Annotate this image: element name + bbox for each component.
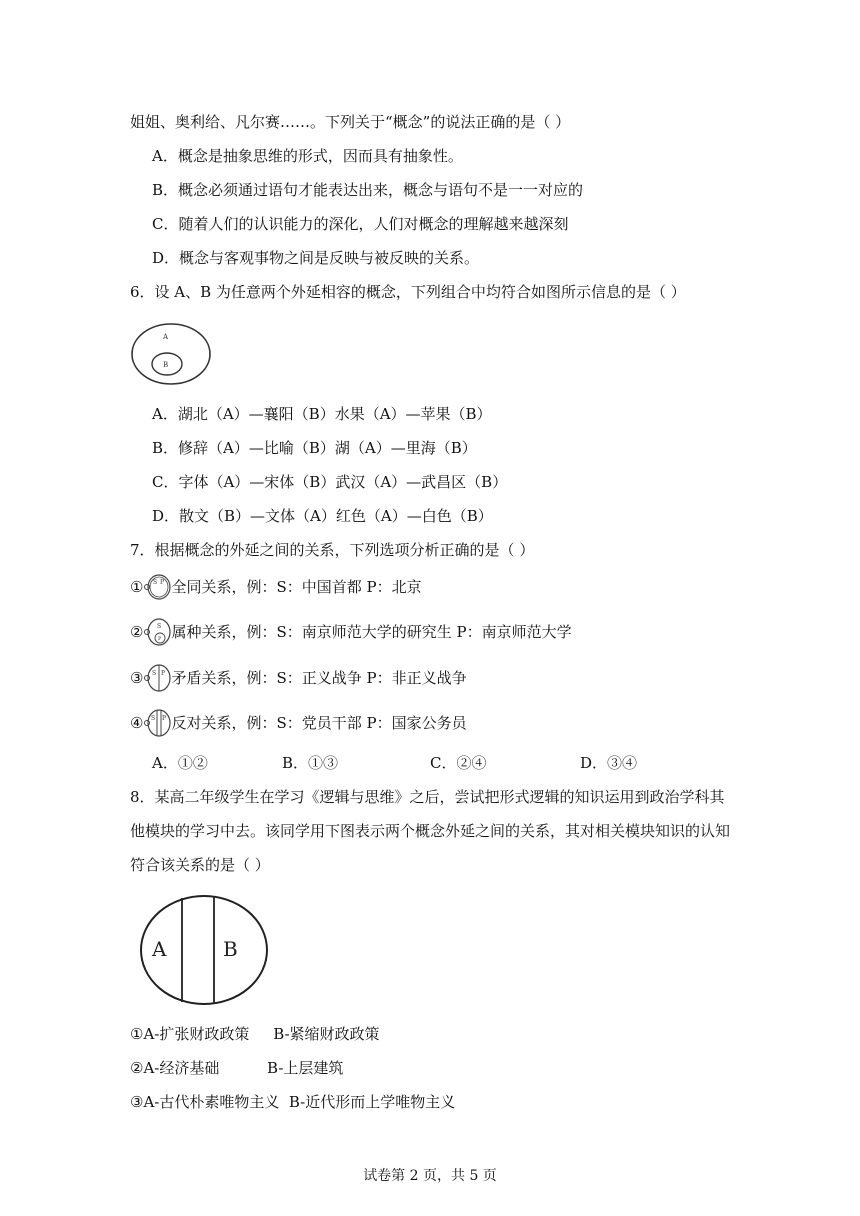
page-footer: 试卷第 2 页，共 5 页 [363, 1168, 497, 1184]
q7-stem: 7．根据概念的外延之间的关系，下列选项分析正确的是（ ） [130, 541, 535, 559]
svg-text:P: P [160, 579, 165, 586]
q5-option-a: A．概念是抽象思维的形式，因而具有抽象性。 [152, 147, 463, 165]
svg-text:P: P [161, 670, 166, 677]
svg-text:S: S [157, 623, 162, 630]
svg-text:P: P [158, 636, 162, 642]
q6-option-a: A．湖北（A）—襄阳（B）水果（A）—苹果（B） [152, 405, 492, 423]
q7-item-num: ② [130, 623, 144, 641]
svg-text:S: S [151, 715, 156, 722]
q7-item-num: ④ [130, 714, 144, 732]
q7-option-a: A．①② [152, 754, 208, 772]
identity-relation-icon [143, 573, 171, 601]
q7-item-text: 全同关系，例：S：中国首都 P：北京 [171, 578, 422, 596]
q7-option-d: D．③④ [580, 754, 638, 772]
svg-text:S: S [152, 670, 157, 677]
q5-option-d: D．概念与客观事物之间是反映与被反映的关系。 [152, 249, 480, 267]
q8-stem-line-1: 8．某高二年级学生在学习《逻辑与思维》之后，尝试把形式逻辑的知识运用到政治学科其 [130, 788, 725, 806]
q6-stem: 6．设 A、B 为任意两个外延相容的概念，下列组合中均符合如图所示信息的是（ ） [130, 283, 686, 301]
q6-option-c: C．字体（A）—宋体（B）武汉（A）—武昌区（B） [152, 473, 508, 491]
contrary-relation-icon [143, 708, 171, 738]
q8-stem-line-3: 符合该关系的是（ ） [130, 856, 270, 874]
q6-inner-label: B [163, 361, 169, 369]
q7-option-b: B．①③ [282, 754, 339, 772]
q6-option-b: B．修辞（A）—比喻（B）湖（A）—里海（B） [152, 439, 477, 457]
q5-stem: 姐姐、奥利给、凡尔赛……。下列关于“概念”的说法正确的是（ ） [130, 113, 571, 131]
q8-item-3: ③A-古代朴素唯物主义 B-近代形而上学唯物主义 [130, 1093, 456, 1111]
q7-item-text: 矛盾关系，例：S：正义战争 P：非正义战争 [171, 669, 467, 687]
q7-item-1 [130, 572, 422, 602]
q7-item-num: ③ [130, 669, 144, 687]
q8-label-a: A [152, 937, 167, 961]
q8-label-b: B [223, 937, 238, 961]
q8-stem-line-2: 他模块的学习中去。该同学用下图表示两个概念外延之间的关系，其对相关模块知识的认知 [130, 822, 731, 840]
svg-text:P: P [162, 715, 167, 722]
q5-option-b: B．概念必须通过语句才能表达出来，概念与语句不是一一对应的 [152, 181, 584, 199]
genus-species-relation-icon [143, 617, 171, 647]
q7-item-2 [130, 617, 572, 647]
q7-item-text: 属种关系，例：S：南京师范大学的研究生 P：南京师范大学 [171, 623, 572, 641]
q7-item-num: ① [130, 578, 144, 596]
q8-relation-diagram [138, 893, 270, 1007]
q7-item-4 [130, 708, 467, 738]
q7-item-3 [130, 663, 467, 693]
q5-option-c: C．随着人们的认识能力的深化，人们对概念的理解越来越深刻 [152, 215, 569, 233]
q6-option-d: D．散文（B）—文体（A）红色（A）—白色（B） [152, 507, 493, 525]
contradictory-relation-icon [143, 663, 171, 693]
q8-item-1: ①A-扩张财政政策 B-紧缩财政政策 [130, 1025, 380, 1043]
q8-item-2: ②A-经济基础 B-上层建筑 [130, 1059, 344, 1077]
q6-outer-label: A [163, 333, 169, 341]
q6-venn-diagram [130, 322, 212, 386]
svg-text:S: S [153, 579, 158, 586]
q7-item-text: 反对关系，例：S：党员干部 P：国家公务员 [171, 714, 467, 732]
q7-option-c: C．②④ [430, 754, 487, 772]
